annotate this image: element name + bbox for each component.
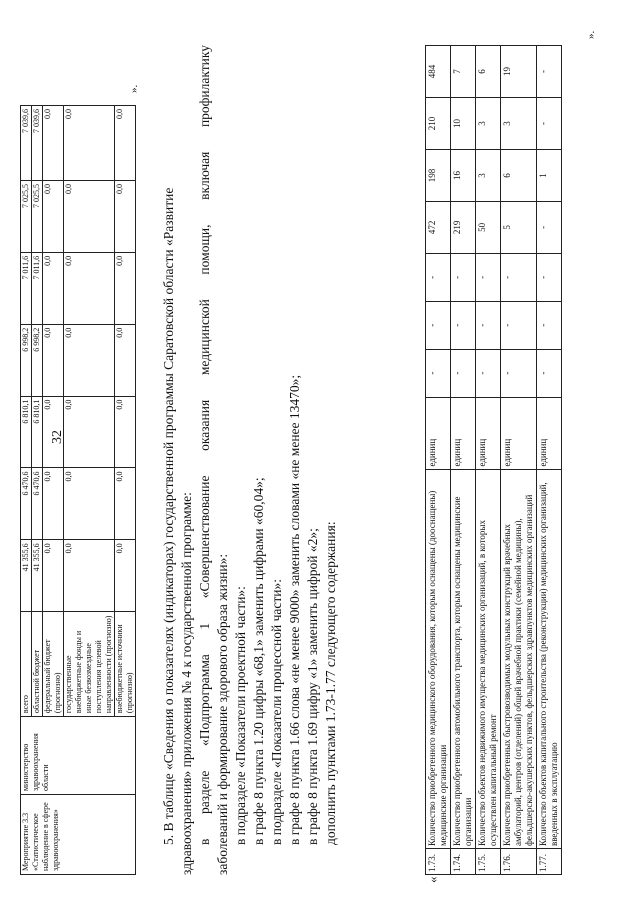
funding-source-cell: федеральный бюджет (прогнозно) xyxy=(43,612,64,717)
executor-cell: министерство здравоохранения области xyxy=(21,717,136,795)
funding-source-cell: внебюджетные источники (прогнозно) xyxy=(115,612,136,717)
amount-cell: 0,0 xyxy=(115,468,136,540)
indicator-value-cell: - xyxy=(501,301,537,349)
indicator-unit-cell: единиц xyxy=(537,397,562,469)
text-line: в графе 8 пункта 1.66 слова «не менее 9000» заменить словами «не менее 13470»; xyxy=(287,374,302,845)
amount-cell: 0,0 xyxy=(115,252,136,324)
indicator-number-cell: 1.75. xyxy=(476,849,501,875)
text-line: здравоохранения» приложения № 4 к государственной программе: xyxy=(179,492,194,875)
indicator-value-cell: 16 xyxy=(451,149,476,201)
indicator-row xyxy=(537,46,562,875)
amount-cell: 0,0 xyxy=(43,324,64,396)
amount-cell: 0,0 xyxy=(64,324,115,396)
text-line: в подразделе «Показатели проектной части»: xyxy=(233,586,248,845)
text-line: в графе 8 пункта 1.69 цифру «1» заменить цифрой «2»; xyxy=(305,528,320,845)
indicator-value-cell: - xyxy=(426,301,451,349)
indicator-value-cell: - xyxy=(537,98,562,150)
financing-row xyxy=(21,106,32,875)
text-line: заболеваний и формирование здорового образа жизни»: xyxy=(215,553,230,875)
indicator-row xyxy=(451,46,476,875)
amount-cell: 0,0 xyxy=(64,252,115,324)
amount-cell: 7 025,5 xyxy=(32,180,43,252)
financing-table-close-mark: ». xyxy=(128,84,140,93)
landscape-sheet xyxy=(20,30,620,883)
indicator-name-cell: Количество приобретенного медицинского оборудования, которым оснащены (дооснащены) медицинские организации xyxy=(426,469,451,848)
amount-cell: 0,0 xyxy=(43,106,64,181)
indicator-value-cell: - xyxy=(451,253,476,301)
indicator-value-cell: 6 xyxy=(501,149,537,201)
indicator-unit-cell: единиц xyxy=(451,397,476,469)
amount-cell: 0,0 xyxy=(64,540,115,612)
funding-source-cell: областной бюджет xyxy=(32,612,43,717)
amount-cell: 7 011,6 xyxy=(21,252,32,324)
amount-cell: 0,0 xyxy=(43,180,64,252)
indicator-value-cell: - xyxy=(537,46,562,98)
text-line: 5. В таблице «Сведения о показателях (индикаторах) государственной программы Саратовской области «Развитие xyxy=(161,187,176,845)
amount-cell: 0,0 xyxy=(43,396,64,468)
amount-cell: 41 355,6 xyxy=(21,540,32,612)
text-line: в разделе «Подпрограмма 1 «Совершенствование оказания медицинской помощи, включая профилактику xyxy=(197,45,212,845)
event-name-cell: Мероприятие 3.3 «Статистическое наблюдение в сфере здравоохранения» xyxy=(21,795,136,875)
indicators-table-close-mark: ». xyxy=(585,30,597,39)
indicator-value-cell: 198 xyxy=(426,149,451,201)
indicator-value-cell: 7 xyxy=(451,46,476,98)
indicator-name-cell: Количество приобретенного автомобильного транспорта, которым оснащены медицинские организации xyxy=(451,469,476,848)
indicator-value-cell: - xyxy=(426,349,451,397)
indicator-value-cell: - xyxy=(501,253,537,301)
indicator-row xyxy=(501,46,537,875)
amount-cell: 0,0 xyxy=(43,468,64,540)
amount-cell: 0,0 xyxy=(64,106,115,181)
page-number: 32 xyxy=(50,430,65,444)
indicator-value-cell: 484 xyxy=(426,46,451,98)
indicator-name-cell: Количество приобретенных быстровозводимых модульных конструкций врачебных амбулаторий, центров (отделений) общей врачебной практики (семейной медицины), фельдшерско-акушерских пунктов, фельдшерских здравпунктов медицинских организаций xyxy=(501,469,537,848)
indicator-value-cell: 10 xyxy=(451,98,476,150)
indicator-number-cell: 1.73. xyxy=(426,849,451,875)
amount-cell: 6 470,6 xyxy=(32,468,43,540)
indicator-value-cell: - xyxy=(451,301,476,349)
indicator-value-cell: 6 xyxy=(476,46,501,98)
financing-table xyxy=(20,105,136,875)
indicator-value-cell: - xyxy=(476,349,501,397)
indicator-value-cell: 5 xyxy=(501,201,537,253)
indicators-table xyxy=(425,45,562,875)
amount-cell: 0,0 xyxy=(115,540,136,612)
text-line: в графе 8 пункта 1.20 цифры «68,1» заменить цифрами «60,04»; xyxy=(251,477,266,845)
indicator-value-cell: 210 xyxy=(426,98,451,150)
indicator-number-cell: 1.76. xyxy=(501,849,537,875)
amount-cell: 6 998,2 xyxy=(32,324,43,396)
amount-cell: 7 039,6 xyxy=(32,106,43,181)
amount-cell: 6 998,2 xyxy=(21,324,32,396)
indicator-value-cell: 3 xyxy=(501,98,537,150)
indicator-value-cell: 3 xyxy=(476,149,501,201)
funding-source-cell: всего xyxy=(21,612,32,717)
indicator-value-cell: - xyxy=(451,349,476,397)
indicator-name-cell: Количество объектов капитального строительства (реконструкции) медицинских организаций, введенных в эксплуатацию xyxy=(537,469,562,848)
indicator-value-cell: 472 xyxy=(426,201,451,253)
indicator-value-cell: 219 xyxy=(451,201,476,253)
amount-cell: 0,0 xyxy=(115,396,136,468)
indicator-value-cell: - xyxy=(537,253,562,301)
indicator-name-cell: Количество объектов недвижимого имущества медицинских организаций, в которых осуществлен капитальный ремонт xyxy=(476,469,501,848)
amount-cell: 0,0 xyxy=(115,324,136,396)
indicator-value-cell: 19 xyxy=(501,46,537,98)
indicator-value-cell: - xyxy=(537,349,562,397)
amount-cell: 41 355,6 xyxy=(32,540,43,612)
amount-cell: 6 810,1 xyxy=(32,396,43,468)
indicator-value-cell: - xyxy=(476,253,501,301)
indicators-table-open-mark: « xyxy=(425,876,440,883)
indicator-value-cell: 1 xyxy=(537,149,562,201)
indicator-unit-cell: единиц xyxy=(476,397,501,469)
indicator-unit-cell: единиц xyxy=(501,397,537,469)
indicator-number-cell: 1.77. xyxy=(537,849,562,875)
amount-cell: 0,0 xyxy=(43,252,64,324)
amount-cell: 0,0 xyxy=(64,468,115,540)
amount-cell: 6 470,6 xyxy=(21,468,32,540)
amendment-text xyxy=(160,45,340,875)
indicator-value-cell: 50 xyxy=(476,201,501,253)
amount-cell: 7 039,6 xyxy=(21,106,32,181)
indicator-row xyxy=(426,46,451,875)
indicator-unit-cell: единиц xyxy=(426,397,451,469)
amount-cell: 0,0 xyxy=(43,540,64,612)
amount-cell: 6 810,1 xyxy=(21,396,32,468)
amount-cell: 0,0 xyxy=(115,180,136,252)
indicator-value-cell: - xyxy=(426,253,451,301)
indicator-value-cell: - xyxy=(501,349,537,397)
amount-cell: 0,0 xyxy=(115,106,136,181)
amount-cell: 7 011,6 xyxy=(32,252,43,324)
indicator-row xyxy=(476,46,501,875)
text-line: дополнить пунктами 1.73-1.77 следующего содержания: xyxy=(323,521,338,845)
amount-cell: 0,0 xyxy=(64,180,115,252)
indicator-value-cell: 3 xyxy=(476,98,501,150)
amount-cell: 7 025,5 xyxy=(21,180,32,252)
amount-cell: 0,0 xyxy=(64,396,115,468)
indicator-value-cell: - xyxy=(537,201,562,253)
indicator-value-cell: - xyxy=(537,301,562,349)
funding-source-cell: государственные внебюджетные фонды и иные безвозмездные поступления целевой направленности (прогнозно) xyxy=(64,612,115,717)
indicator-number-cell: 1.74. xyxy=(451,849,476,875)
text-line: в подразделе «Показатели процессной части»: xyxy=(269,578,284,845)
indicator-value-cell: - xyxy=(476,301,501,349)
